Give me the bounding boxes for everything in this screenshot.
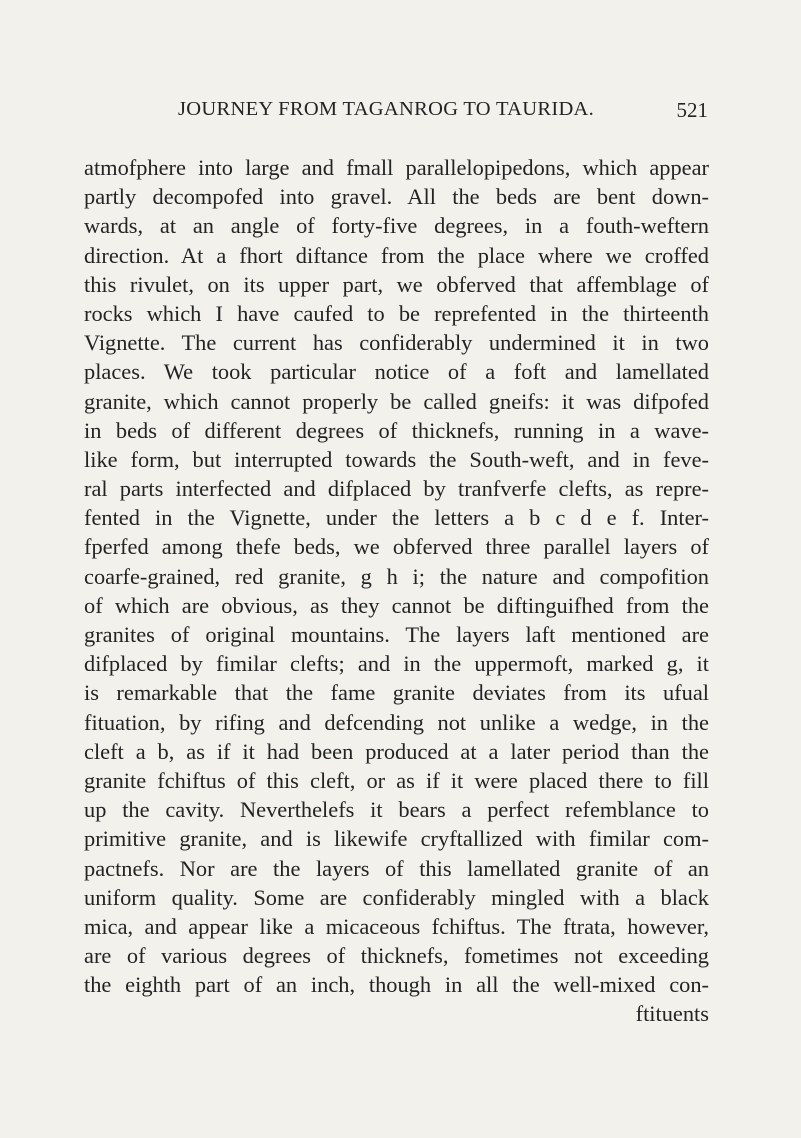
running-title: JOURNEY FROM TAGANROG TO TAURIDA. [178,98,595,120]
text-line: fperfed among thefe beds, we obferved three parallel layers of [84,534,709,560]
text-line: fented in the Vignette, under the letters a b c d e f. Inter- [84,505,709,531]
text-line: primitive granite, and is likewife cryftallized with fimilar com- [84,826,709,852]
text-line: uniform quality. Some are confiderably mingled with a black [84,884,709,910]
catchword: ftituents [635,1001,709,1027]
text-line: are of various degrees of thicknefs, fometimes not exceeding [84,943,709,969]
text-line: Vignette. The current has confiderably undermined it in two [84,330,709,356]
text-line: fituation, by rifing and defcending not unlike a wedge, in the [84,709,709,735]
text-line: granites of original mountains. The layers laft mentioned are [84,622,709,647]
text-line: direction. At a fhort diftance from the place where we croffed [84,242,709,268]
text-line: cleft a b, as if it had been produced at a later period than the [84,738,709,764]
running-head [178,98,708,128]
text-line: granite, which cannot properly be called gneifs: it was difpofed [84,388,709,414]
text-line: places. We took particular notice of a foft and lamellated [84,359,709,385]
text-line: up the cavity. Neverthelefs it bears a perfect refemblance to [84,797,709,823]
text-line: mica, and appear like a micaceous fchiftus. The ftrata, however, [84,913,709,939]
text-line: coarfe-grained, red granite, g h i; the nature and compofition [84,563,709,589]
text-line: ral parts interfected and difplaced by tranfverfe clefts, as repre- [84,476,709,502]
text-line: granite fchiftus of this cleft, or as if it were placed there to fill [84,767,709,793]
text-line: is remarkable that the fame granite deviates from its ufual [84,680,709,706]
text-line: atmofphere into large and fmall parallelopipedons, which appear [84,155,709,180]
text-line: wards, at an angle of forty-five degrees, in a fouth-weftern [84,213,709,239]
text-line: partly decompofed into gravel. All the beds are bent down- [84,184,709,210]
text-line: in beds of different degrees of thicknefs, running in a wave- [84,417,709,443]
text-line: this rivulet, on its upper part, we obferved that affemblage of [84,271,709,297]
text-line: difplaced by fimilar clefts; and in the uppermoft, marked g, it [84,651,709,677]
body-paragraph [84,153,709,1029]
text-line: pactnefs. Nor are the layers of this lamellated granite of an [84,855,709,881]
text-line: like form, but interrupted towards the South-weft, and in feve- [84,446,709,472]
page-number: 521 [676,98,708,122]
text-line: of which are obvious, as they cannot be diftinguifhed from the [84,592,709,618]
text-line: the eighth part of an inch, though in all the well-mixed con- [84,972,709,998]
text-line: rocks which I have caufed to be reprefented in the thirteenth [84,300,709,326]
